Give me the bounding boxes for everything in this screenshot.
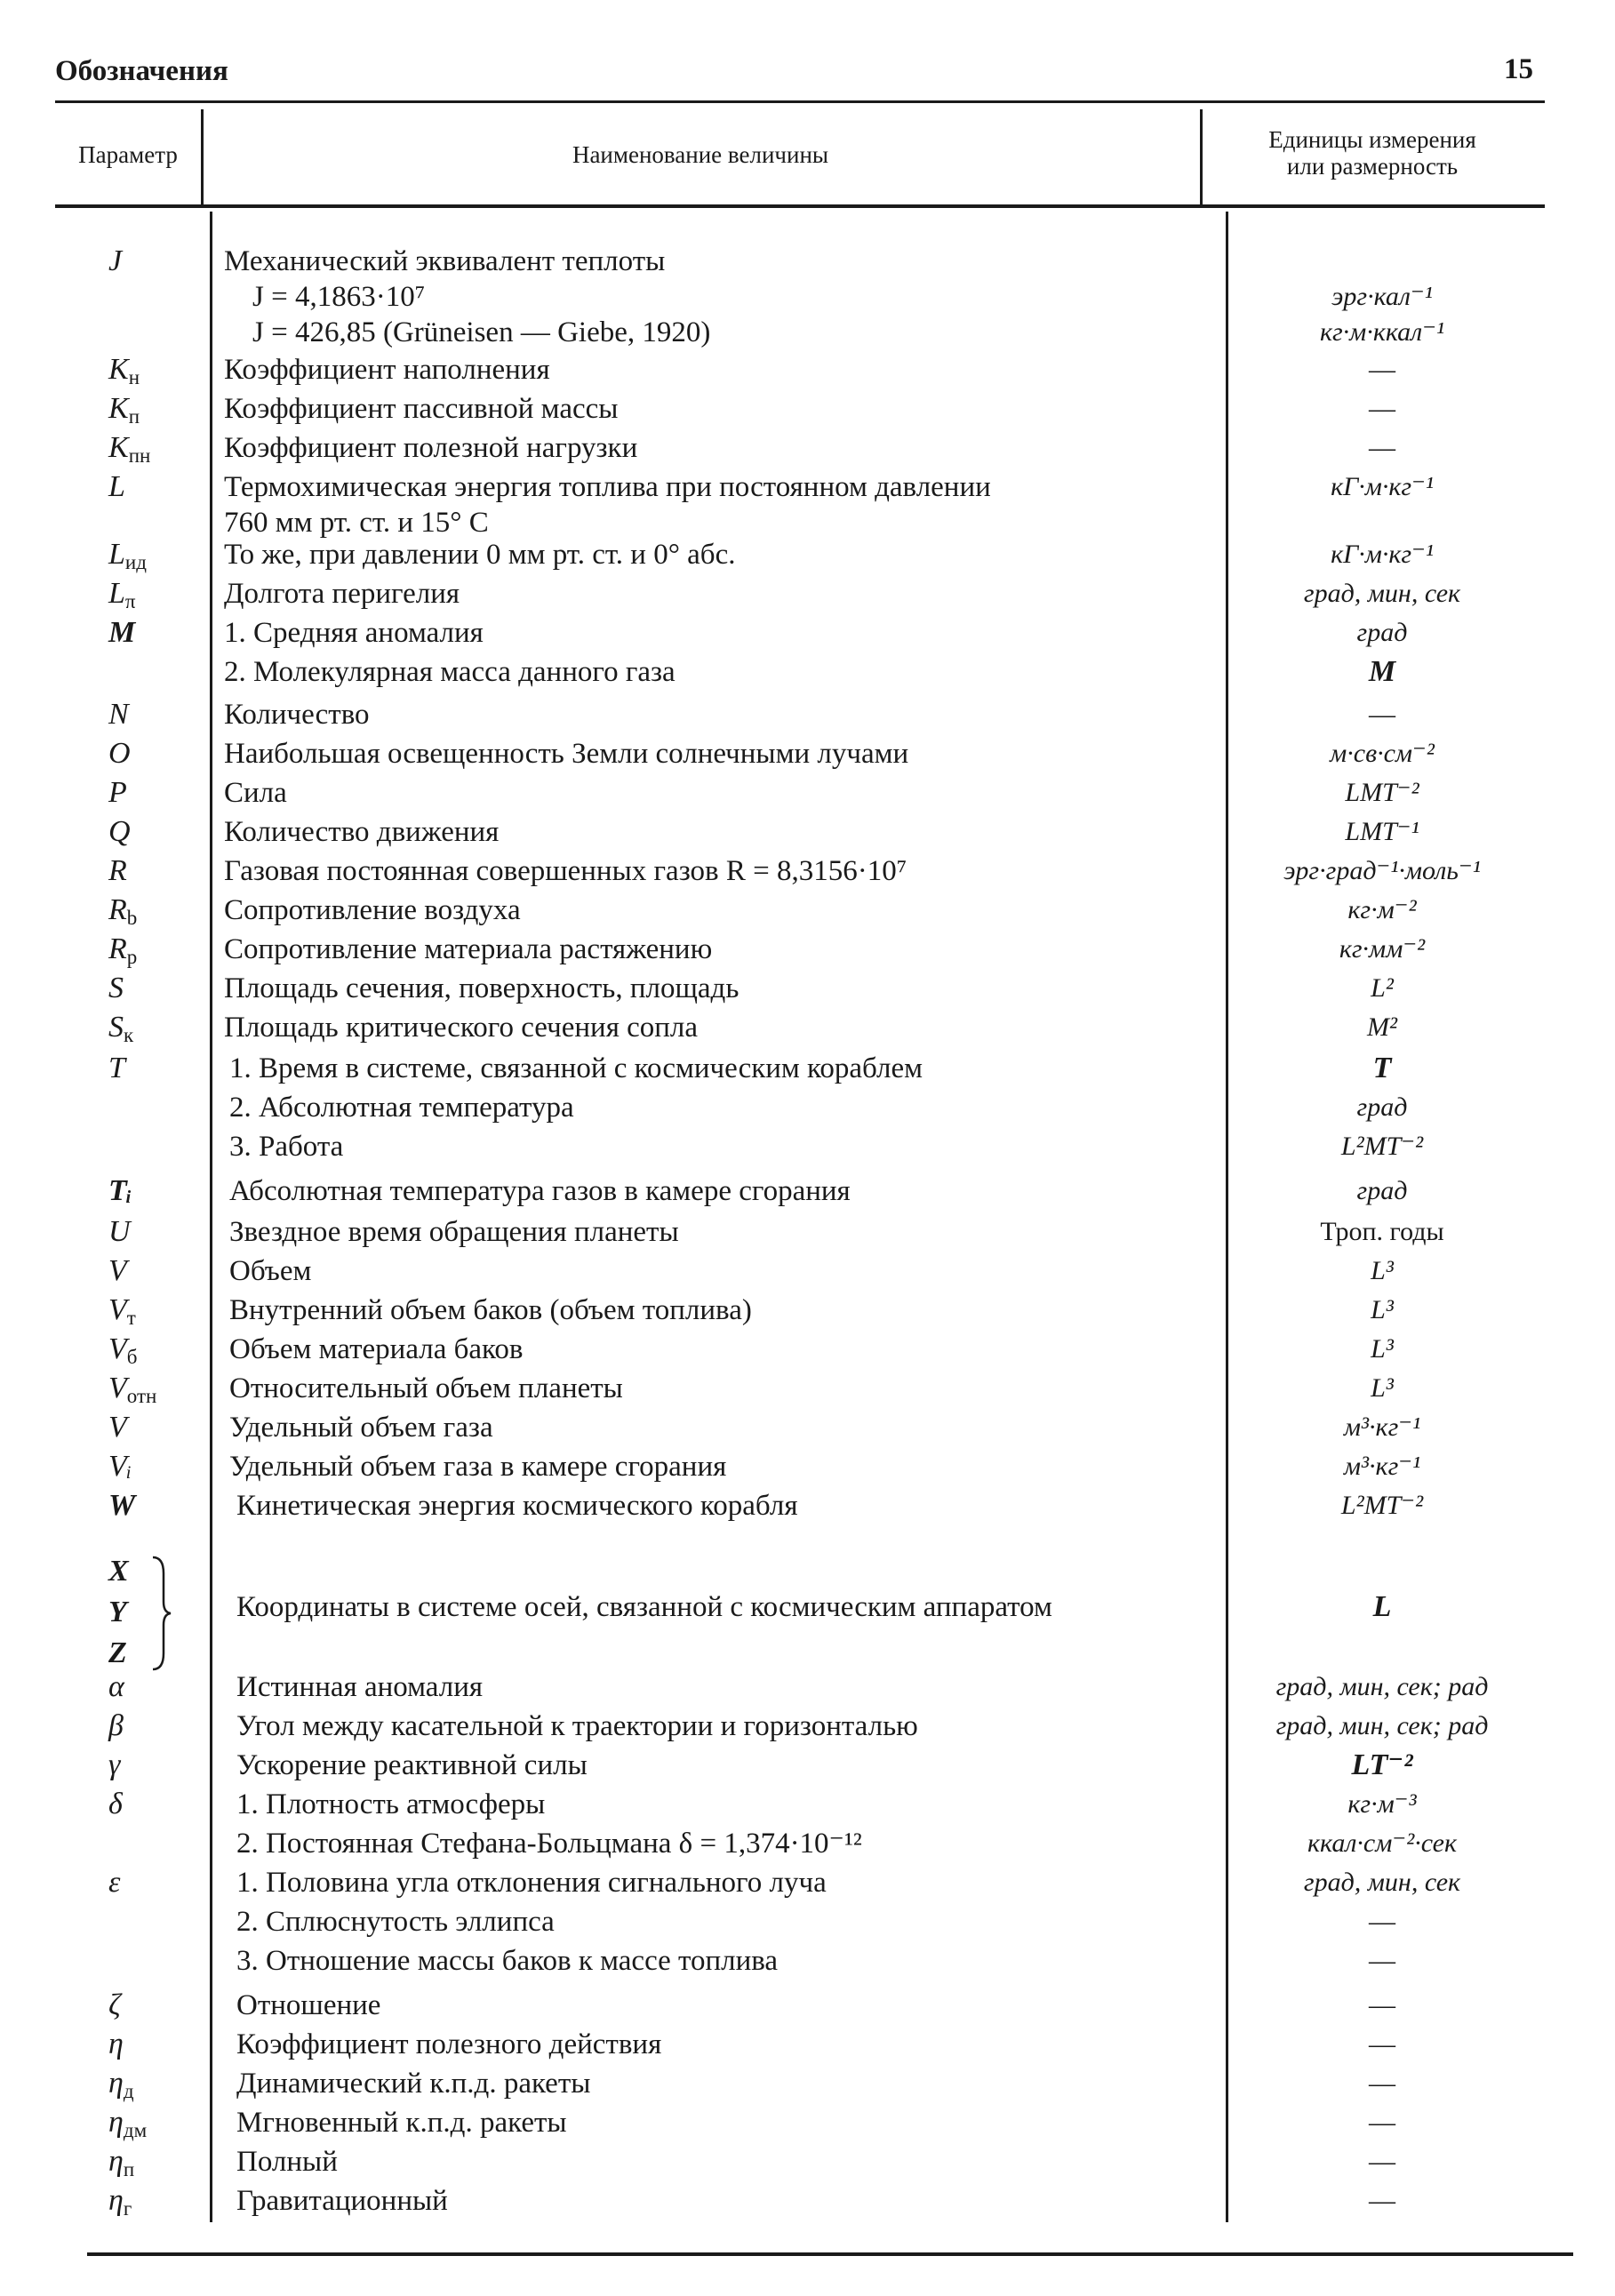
row-name-text: Относительный объем планеты <box>229 1372 623 1404</box>
row-name-text: Площадь критического сечения сопла <box>224 1012 699 1044</box>
row-name <box>229 1173 1198 1209</box>
row-name <box>236 1748 1205 1783</box>
row-name <box>236 1589 1205 1625</box>
row-name-text: J = 426,85 (Grüneisen — Giebe, 1920) <box>252 316 711 348</box>
row-unit: L <box>1372 1590 1392 1623</box>
row-unit: Троп. годы <box>1320 1217 1444 1246</box>
row-symbol <box>55 1049 233 1088</box>
row-name <box>229 1090 1198 1125</box>
row-name-text: Коэффициент пассивной массы <box>224 393 619 425</box>
table-row <box>0 242 1615 281</box>
row-unit: L² <box>1371 973 1394 1003</box>
table-row <box>0 2025 1615 2064</box>
row-unit: LMT⁻¹ <box>1345 817 1419 846</box>
section-title: Обозначения <box>55 55 228 87</box>
row-name <box>229 1253 1198 1289</box>
row-name-text: Площадь сечения, поверхность, площадь <box>224 972 740 1004</box>
row-unit: эрг·кал⁻¹ <box>1331 282 1433 311</box>
row-symbol <box>55 242 233 281</box>
row-name-text: Истинная аномалия <box>236 1671 484 1703</box>
row-symbol <box>55 1212 233 1252</box>
row-name-text: Кинетическая энергия космического корабля <box>236 1490 798 1522</box>
table-row <box>0 428 1615 468</box>
row-unit: L³ <box>1371 1373 1394 1403</box>
row-name-text: 1. Средняя аномалия <box>224 617 484 649</box>
row-name <box>224 279 1221 315</box>
row-name <box>224 814 1193 850</box>
row-symbol <box>55 1668 233 1707</box>
row-name-text: 2. Молекулярная масса данного газа <box>224 656 676 688</box>
row-unit: M <box>1368 655 1396 688</box>
table-row <box>0 652 1615 692</box>
coordinate-symbol: Z <box>108 1636 127 1669</box>
table-row <box>0 1746 1615 1785</box>
row-symbol-letter: γ <box>108 1748 121 1781</box>
row-name-text: Абсолютная температура газов в камере сгорания <box>229 1175 851 1207</box>
row-name-text: Отношение <box>236 1989 381 2021</box>
row-symbol <box>55 1785 233 1824</box>
row-symbol-letter: J <box>108 244 123 277</box>
row-name <box>224 654 1193 690</box>
row-symbol <box>55 1863 233 1902</box>
row-name <box>236 1943 1205 1979</box>
row-symbol-letter: η <box>108 2145 124 2178</box>
row-name <box>224 853 1193 889</box>
row-symbol-letter: η <box>108 2106 124 2139</box>
bottom-rule <box>87 2252 1573 2256</box>
row-name <box>236 2105 1205 2140</box>
table-row <box>0 1252 1615 1291</box>
row-symbol <box>55 2025 233 2064</box>
row-symbol-letter: R <box>108 854 127 887</box>
row-name-text: Количество движения <box>224 816 500 848</box>
row-unit: град, мин, сек <box>1303 1868 1461 1897</box>
row-name <box>236 1988 1205 2023</box>
row-symbol-letter: R <box>108 893 127 926</box>
row-name <box>224 469 1193 540</box>
table-row <box>0 812 1615 852</box>
row-unit: L²MT⁻² <box>1340 1491 1424 1520</box>
row-name-text: J = 4,1863·10⁷ <box>252 281 426 313</box>
row-name-text: Сопротивление воздуха <box>224 894 521 926</box>
row-symbol-letter: V <box>108 1293 127 1326</box>
table-row <box>0 389 1615 428</box>
row-symbol-letter: K <box>108 392 129 425</box>
table-row <box>0 1547 1615 1586</box>
row-symbol <box>55 1447 233 1486</box>
row-unit: — <box>1369 1946 1395 1975</box>
row-unit: L²MT⁻² <box>1340 1132 1424 1161</box>
column-header-units-line1: Единицы измерения <box>1268 126 1476 153</box>
row-name-text: Коэффициент полезной нагрузки <box>224 432 638 464</box>
row-name <box>229 1410 1198 1445</box>
table-row <box>0 1330 1615 1369</box>
row-name <box>224 1010 1193 1045</box>
table-row <box>0 2064 1615 2103</box>
table-row <box>0 1212 1615 1252</box>
row-symbol-subscript: д <box>123 2080 134 2102</box>
top-rule <box>55 100 1545 103</box>
row-symbol <box>55 2181 233 2228</box>
row-name <box>236 2027 1205 2062</box>
row-symbol-letter: V <box>108 1372 127 1404</box>
row-unit: град <box>1356 1092 1408 1122</box>
coordinate-symbol: X <box>108 1555 129 1588</box>
row-name-text: Внутренний объем баков (объем топлива) <box>229 1294 752 1326</box>
row-symbol-subscript: т <box>126 1307 136 1329</box>
row-name <box>224 537 1193 572</box>
row-unit: кг·мм⁻² <box>1339 934 1426 964</box>
row-unit: — <box>1369 2108 1395 2137</box>
row-symbol <box>55 1707 233 1746</box>
row-name-text: Объем <box>229 1255 312 1287</box>
table-row <box>0 2142 1615 2181</box>
table-row <box>0 535 1615 574</box>
row-symbol-letter: α <box>108 1670 124 1703</box>
table-row <box>0 1172 1615 1211</box>
row-symbol-letter: η <box>108 2184 124 2217</box>
row-symbol-letter: S <box>108 972 124 1004</box>
row-name <box>229 1332 1198 1367</box>
row-symbol-subscript: пн <box>128 444 151 467</box>
row-unit: кГ·м·кг⁻¹ <box>1331 472 1434 501</box>
row-name-text: Наибольшая освещенность Земли солнечными лучами <box>224 738 909 770</box>
table-row <box>0 930 1615 969</box>
row-name-text: Объем материала баков <box>229 1333 524 1365</box>
table-row <box>0 1369 1615 1408</box>
row-symbol-subscript: к <box>124 1024 134 1046</box>
row-symbol-letter: Q <box>108 815 131 848</box>
row-unit: — <box>1369 2029 1395 2059</box>
row-symbol-letter: L <box>108 470 125 503</box>
row-name <box>224 932 1193 967</box>
row-unit: — <box>1369 2186 1395 2215</box>
row-unit: м³·кг⁻¹ <box>1343 1412 1421 1442</box>
header-rule <box>55 204 1545 208</box>
row-unit: град, мин, сек; рад <box>1275 1672 1489 1701</box>
row-name <box>236 1865 1205 1900</box>
row-name-text: Мгновенный к.п.д. ракеты <box>236 2107 567 2139</box>
row-symbol <box>55 734 233 773</box>
table-row <box>0 613 1615 652</box>
table-row <box>0 1588 1615 1627</box>
row-symbol-subscript: п <box>128 405 140 428</box>
row-symbol-letter: R <box>108 932 127 965</box>
row-name <box>236 2144 1205 2180</box>
row-symbol <box>55 1408 233 1447</box>
column-header-name: Наименование величины <box>572 141 829 168</box>
row-name-text: 2. Постоянная Стефана-Больцмана δ = 1,374·10⁻¹² <box>236 1828 862 1860</box>
row-symbol <box>55 773 233 812</box>
row-name-text: Количество <box>224 699 370 731</box>
row-name-text: 1. Плотность атмосферы <box>236 1788 546 1820</box>
table-row <box>0 313 1615 352</box>
table-row <box>0 468 1615 539</box>
table-row <box>0 734 1615 773</box>
row-unit: T <box>1372 1052 1392 1084</box>
row-unit: град, мин, сек <box>1303 579 1461 608</box>
row-name-text: 2. Абсолютная температура <box>229 1092 574 1124</box>
row-unit: град, мин, сек; рад <box>1275 1711 1489 1740</box>
row-symbol <box>55 468 233 507</box>
row-unit: град <box>1356 618 1408 647</box>
table-row <box>0 1049 1615 1088</box>
row-unit: M² <box>1367 1012 1397 1042</box>
row-name <box>236 1669 1205 1705</box>
row-name-text: Звездное время обращения планеты <box>229 1216 679 1248</box>
row-symbol-letter: L <box>108 538 125 571</box>
table-row <box>0 2181 1615 2220</box>
row-unit: кг·м⁻³ <box>1347 1789 1417 1819</box>
row-symbol-subscript: p <box>126 946 138 968</box>
row-name <box>224 315 1221 350</box>
row-name-text: Координаты в системе осей, связанной с космическим аппаратом <box>236 1591 1052 1623</box>
row-name <box>224 775 1193 811</box>
row-name <box>229 1129 1198 1164</box>
row-name-text: 3. Отношение массы баков к массе топлива <box>236 1945 779 1977</box>
row-unit: кГ·м·кг⁻¹ <box>1331 540 1434 569</box>
row-name-text: 3. Работа <box>229 1131 344 1163</box>
row-symbol-letter: U <box>108 1215 131 1248</box>
table-row <box>0 1707 1615 1746</box>
row-symbol <box>55 695 233 734</box>
row-unit: — <box>1369 2147 1395 2176</box>
row-name-text: Долгота перигелия <box>224 578 460 610</box>
table-row <box>0 1008 1615 1047</box>
table-row <box>0 574 1615 613</box>
table-row <box>0 1863 1615 1902</box>
row-symbol <box>55 969 233 1008</box>
row-symbol <box>55 1486 233 1525</box>
row-name-text: Ускорение реактивной силы <box>236 1749 588 1781</box>
row-symbol-letter: V <box>108 1254 127 1287</box>
row-name <box>236 2066 1205 2101</box>
row-symbol-letter: η <box>108 2067 124 2100</box>
row-name-text: То же, при давлении 0 мм рт. ст. и 0° абс. <box>224 539 736 571</box>
row-unit: — <box>1369 1907 1395 1936</box>
row-name <box>229 1449 1198 1484</box>
row-name <box>224 352 1193 388</box>
row-name-text: Сопротивление материала растяжению <box>224 933 713 965</box>
row-unit: м³·кг⁻¹ <box>1343 1452 1421 1481</box>
coordinate-symbol: Y <box>108 1596 127 1628</box>
table-row <box>0 1127 1615 1166</box>
row-symbol-subscript: π <box>124 590 136 612</box>
row-symbol-letter: Vᵢ <box>108 1450 132 1483</box>
row-unit: L³ <box>1371 1256 1394 1285</box>
row-symbol <box>55 1252 233 1291</box>
table-row <box>0 695 1615 734</box>
row-symbol-letter: W <box>108 1489 136 1522</box>
row-name <box>236 1488 1205 1524</box>
row-symbol <box>55 1746 233 1785</box>
table-row <box>0 969 1615 1008</box>
table-row <box>0 277 1615 316</box>
table-row <box>0 891 1615 930</box>
column-header-units-line2: или размерность <box>1286 153 1459 180</box>
row-symbol-letter: V <box>108 1332 127 1365</box>
row-name-text: 1. Половина угла отклонения сигнального луча <box>236 1867 827 1899</box>
brace-icon <box>151 1556 172 1671</box>
row-unit: — <box>1369 700 1395 729</box>
table-row <box>0 1986 1615 2025</box>
row-symbol-subscript: п <box>123 2158 135 2180</box>
row-symbol-letter: S <box>108 1011 124 1044</box>
row-unit: кг·м·ккал⁻¹ <box>1319 317 1445 347</box>
page-number: 15 <box>1504 53 1533 85</box>
row-unit: — <box>1369 2068 1395 2098</box>
row-symbol-subscript: b <box>126 907 138 929</box>
row-name-text: Полный <box>236 2146 338 2178</box>
row-name-continuation: 760 мм рт. ст. и 15° C <box>224 507 489 539</box>
table-row <box>0 1486 1615 1525</box>
row-name <box>236 1708 1205 1744</box>
row-symbol-letter: V <box>108 1411 127 1444</box>
row-unit: ккал·см⁻²·сек <box>1307 1828 1457 1858</box>
table-row <box>0 773 1615 812</box>
row-name <box>224 697 1193 732</box>
table-row <box>0 1447 1615 1486</box>
row-name-text: 1. Время в системе, связанной с космическим кораблем <box>229 1052 923 1084</box>
row-name-text: Гравитационный <box>236 2185 448 2217</box>
row-name <box>236 2183 1205 2219</box>
row-symbol-letter: O <box>108 737 131 770</box>
row-unit: кг·м⁻² <box>1347 895 1417 924</box>
table-row <box>0 1291 1615 1330</box>
table-row <box>0 1902 1615 1941</box>
row-name <box>224 892 1193 928</box>
table-row <box>0 1941 1615 1980</box>
row-symbol <box>55 1986 233 2025</box>
row-name-text: Газовая постоянная совершенных газов R = 8,3156·10⁷ <box>224 855 907 887</box>
row-unit: — <box>1369 433 1395 462</box>
row-unit: — <box>1369 1990 1395 2020</box>
row-name <box>224 391 1193 427</box>
row-symbol-letter: β <box>108 1709 124 1742</box>
table-row <box>0 1668 1615 1707</box>
row-symbol-letter: ζ <box>108 1988 121 2021</box>
column-header-units <box>1200 126 1545 180</box>
row-name-text: 2. Сплюснутость эллипса <box>236 1906 555 1938</box>
row-unit: — <box>1369 355 1395 384</box>
row-symbol-letter: K <box>108 353 129 386</box>
row-name <box>236 1787 1205 1822</box>
row-name-text: Динамический к.п.д. ракеты <box>236 2068 591 2100</box>
row-unit: L³ <box>1371 1295 1394 1324</box>
row-name-text: Удельный объем газа в камере сгорания <box>229 1451 727 1483</box>
row-symbol-letter: L <box>108 577 125 610</box>
table-row <box>0 1628 1615 1668</box>
coordinate-symbols <box>108 1551 129 1674</box>
row-unit: эрг·град⁻¹·моль⁻¹ <box>1283 856 1481 885</box>
table-row <box>0 1408 1615 1447</box>
row-symbol-letter: M <box>108 616 136 649</box>
row-name-text: Коэффициент полезного действия <box>236 2028 662 2060</box>
row-symbol-letter: δ <box>108 1788 123 1820</box>
row-symbol-letter: ε <box>108 1866 121 1899</box>
table-row <box>0 2103 1615 2142</box>
row-symbol <box>55 1172 233 1211</box>
row-name <box>229 1292 1198 1328</box>
row-name <box>236 1904 1205 1940</box>
row-symbol-letter: K <box>108 431 129 464</box>
row-symbol-letter: T <box>108 1052 125 1084</box>
row-symbol-subscript: г <box>123 2197 132 2220</box>
row-symbol-subscript: ид <box>124 551 147 573</box>
row-name <box>224 736 1193 772</box>
row-unit: — <box>1369 394 1395 423</box>
row-symbol-subscript: б <box>126 1346 138 1368</box>
row-symbol-letter: P <box>108 776 127 809</box>
row-unit: L³ <box>1371 1334 1394 1364</box>
row-name-text: Угол между касательной к траектории и горизонталью <box>236 1710 918 1742</box>
row-name <box>224 576 1193 612</box>
row-name <box>224 244 1193 279</box>
table-row <box>0 1824 1615 1863</box>
row-symbol-subscript: дм <box>123 2119 148 2141</box>
row-symbol <box>55 613 233 652</box>
row-unit: м·св·см⁻² <box>1330 739 1435 768</box>
column-header-parameter: Параметр <box>78 141 178 168</box>
row-name <box>229 1214 1198 1250</box>
row-name-text: Термохимическая энергия топлива при постоянном давлении <box>224 471 991 503</box>
row-symbol-subscript: н <box>128 366 140 388</box>
row-unit: LT⁻² <box>1351 1748 1413 1781</box>
row-name <box>224 971 1193 1006</box>
row-unit: LMT⁻² <box>1345 778 1419 807</box>
row-symbol-subscript: отн <box>126 1385 157 1407</box>
row-name <box>224 430 1193 466</box>
row-symbol <box>55 852 233 891</box>
row-name-text: Удельный объем газа <box>229 1412 493 1444</box>
row-name <box>229 1371 1198 1406</box>
row-name-text: Механический эквивалент теплоты <box>224 245 666 277</box>
row-name <box>224 615 1193 651</box>
row-unit: град <box>1356 1176 1408 1205</box>
row-name-text: Коэффициент наполнения <box>224 354 550 386</box>
row-name <box>236 1826 1205 1861</box>
table-row <box>0 852 1615 891</box>
row-symbol-letter: η <box>108 2028 124 2060</box>
row-symbol-letter: Tᵢ <box>108 1174 132 1207</box>
table-row <box>0 1088 1615 1127</box>
table-row <box>0 350 1615 389</box>
row-symbol <box>55 812 233 852</box>
table-row <box>0 1785 1615 1824</box>
row-name <box>229 1051 1198 1086</box>
row-name-text: Сила <box>224 777 287 809</box>
row-symbol-letter: N <box>108 698 129 731</box>
